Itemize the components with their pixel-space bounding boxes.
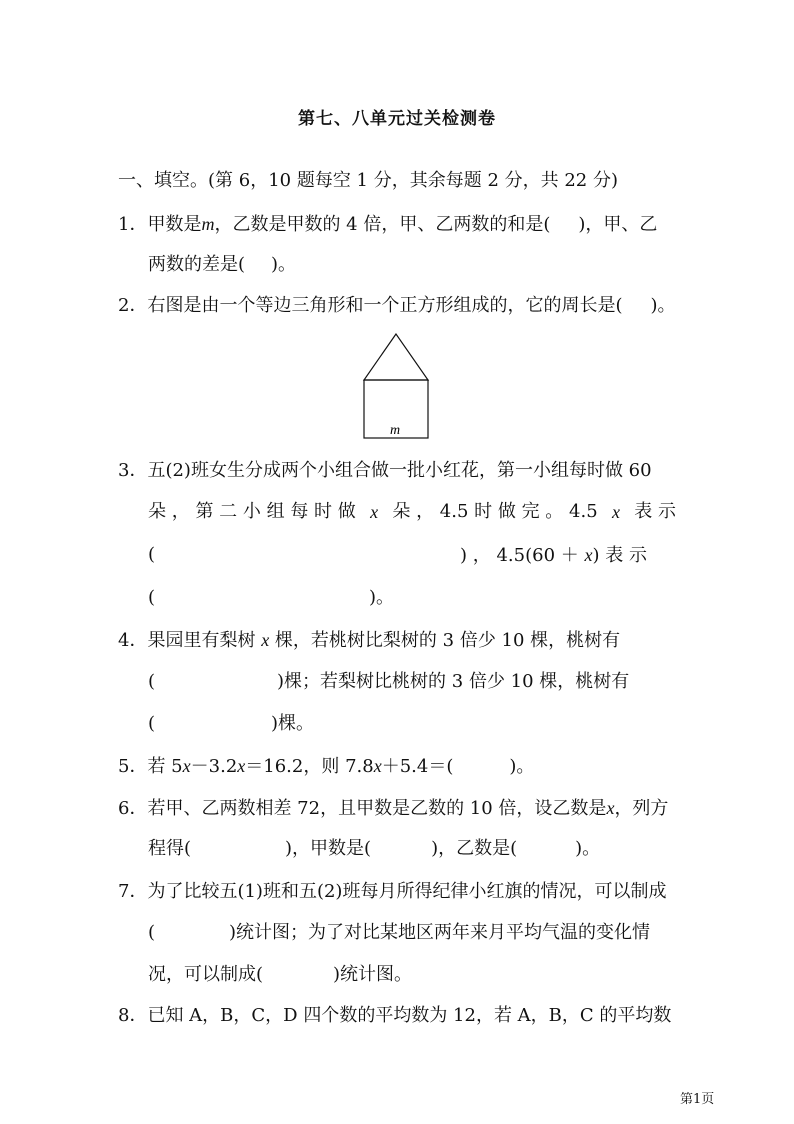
- question-number: 3．: [118, 460, 148, 481]
- question-number: 8．: [118, 1005, 148, 1026]
- question-8-line-1: 8．已知 A，B，C，D 四个数的平均数为 12，若 A，B，C 的平均数: [118, 1005, 672, 1026]
- question-7-line-2: ( )统计图；为了对比某地区两年来月平均气温的变化情: [148, 922, 651, 943]
- question-number: 7．: [118, 881, 148, 902]
- question-number: 5．: [118, 756, 148, 777]
- equilateral-triangle: [364, 334, 428, 380]
- triangle-square-figure: [360, 330, 436, 442]
- question-number: 4．: [118, 630, 148, 651]
- question-3-line-4: ( )。: [148, 587, 395, 608]
- question-4-line-1: 4．果园里有梨树 x 棵，若桃树比梨树的 3 倍少 10 棵，桃树有: [118, 630, 621, 651]
- question-3-line-3: ( ) ， 4.5(60 ＋ x) 表 示: [148, 544, 647, 566]
- question-1-line-2: 两数的差是( )。: [148, 254, 297, 275]
- question-6-line-1: 6．若甲、乙两数相差 72，且甲数是乙数的 10 倍，设乙数是x，列方: [118, 798, 669, 819]
- question-2-line-1: 2．右图是由一个等边三角形和一个正方形组成的，它的周长是( )。: [118, 295, 676, 316]
- question-7-line-3: 况，可以制成( )统计图。: [148, 964, 413, 985]
- question-3-line-2: 朵 ， 第 二 小 组 每 时 做 x 朵 ， 4.5 时 做 完 。 4.5 x 表 示: [148, 501, 676, 522]
- figure-side-label: m: [390, 423, 401, 438]
- question-3-line-1: 3．五(2)班女生分成两个小组合做一批小红花，第一小组每时做 60: [118, 460, 652, 481]
- question-number: 1．: [118, 214, 148, 235]
- question-number: 6．: [118, 798, 148, 819]
- section-heading: 一、填空。(第 6，10 题每空 1 分，其余每题 2 分，共 22 分): [118, 170, 618, 191]
- question-7-line-1: 7．为了比较五(1)班和五(2)班每月所得纪律小红旗的情况，可以制成: [118, 881, 667, 902]
- page-title: 第七、八单元过关检测卷: [298, 109, 496, 129]
- variable-m: m: [201, 214, 215, 234]
- question-5-line-1: 5．若 5x－3.2x＝16.2，则 7.8x＋5.4＝( )。: [118, 756, 535, 777]
- question-1-line-1: 1．甲数是m，乙数是甲数的 4 倍，甲、乙两数的和是( )，甲、乙: [118, 214, 658, 235]
- question-4-line-3: ( )棵。: [148, 713, 315, 734]
- question-number: 2．: [118, 295, 148, 316]
- question-4-line-2: ( )棵；若梨树比桃树的 3 倍少 10 棵，桃树有: [148, 671, 630, 692]
- question-6-line-2: 程得( )，甲数是( )，乙数是( )。: [148, 838, 601, 859]
- page-number: 第1页: [680, 1092, 715, 1107]
